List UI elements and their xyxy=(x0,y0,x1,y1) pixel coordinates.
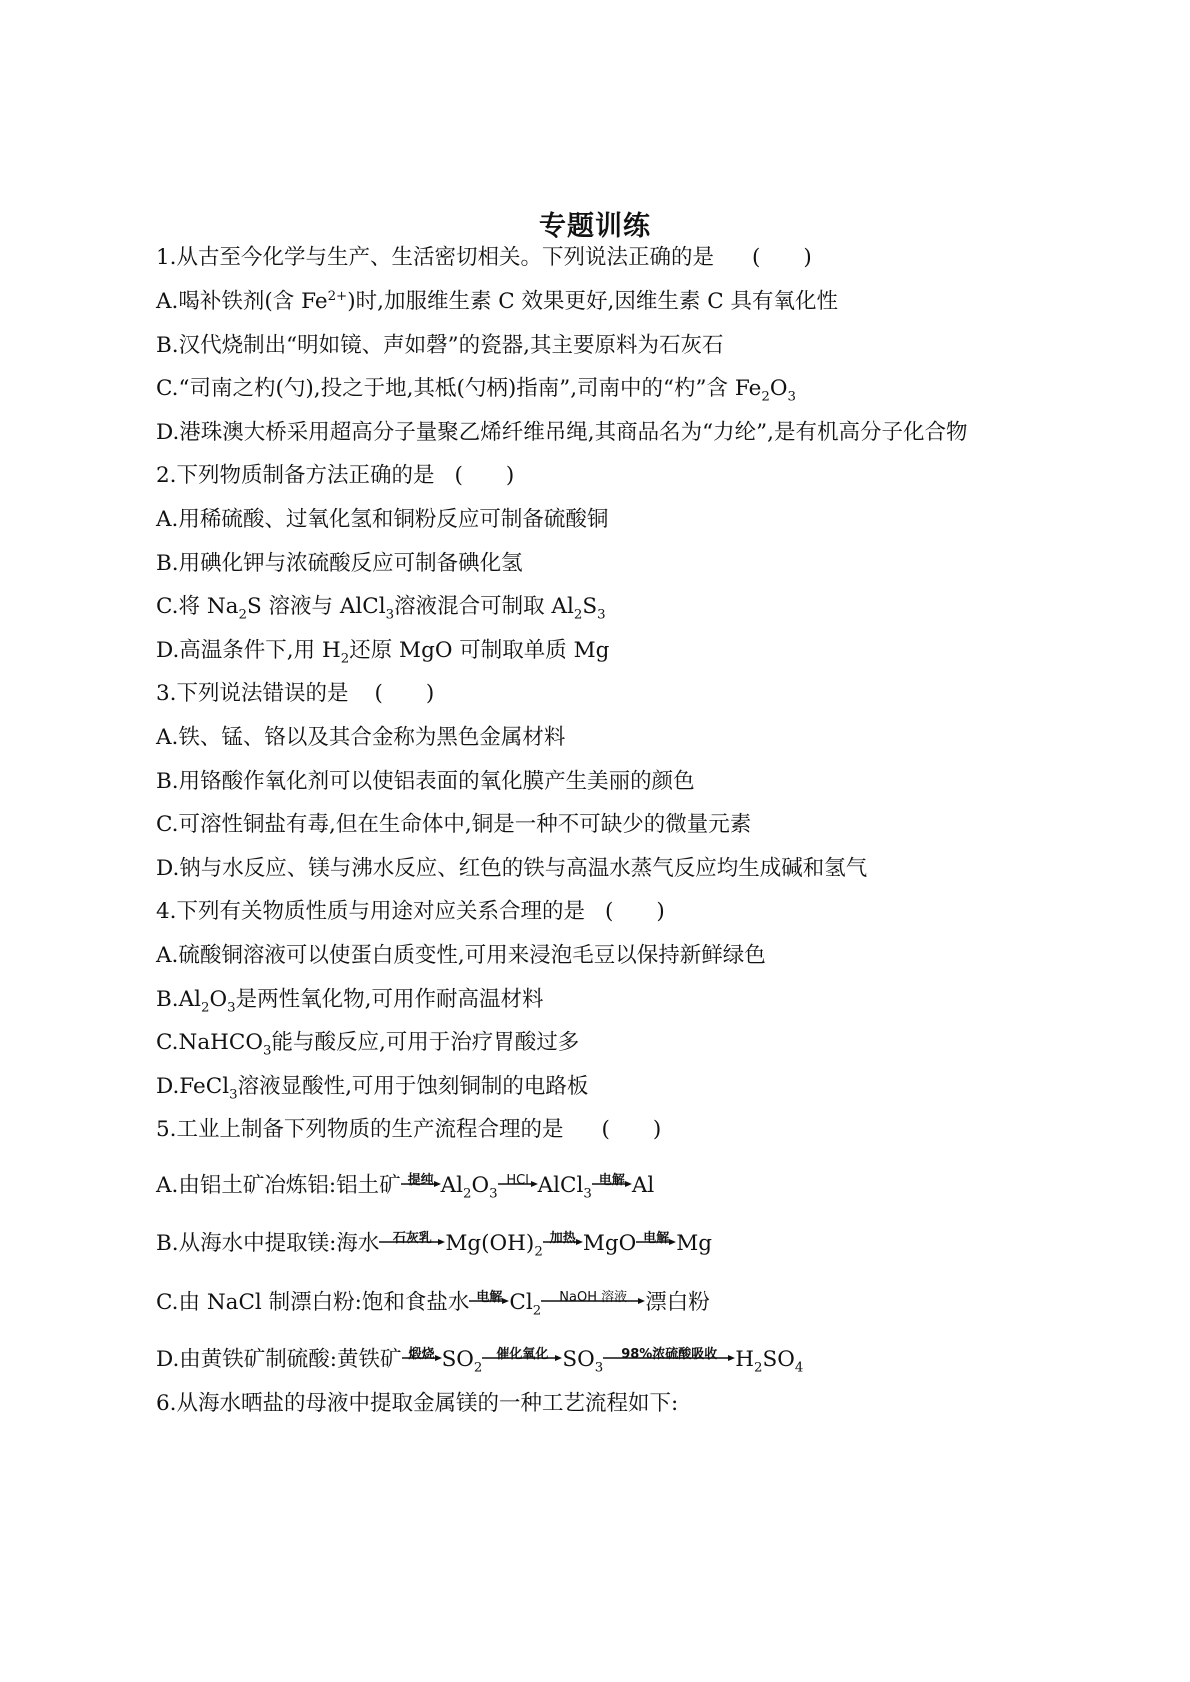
q3-option-c: C.可溶性铜盐有毒,但在生命体中,铜是一种不可缺少的微量元素 xyxy=(156,812,752,837)
subscript: 3 xyxy=(597,607,606,623)
q3-option-d: D.钠与水反应、镁与沸水反应、红色的铁与高温水蒸气反应均生成碱和氢气 xyxy=(156,856,868,881)
q5-option-a xyxy=(156,1171,654,1201)
option-text: S 溶液与 AlCl xyxy=(246,594,386,619)
option-text: C.NaHCO xyxy=(156,1030,263,1055)
option-text: 是两性氧化物,可用作耐高温材料 xyxy=(235,987,544,1012)
superscript: 2+ xyxy=(327,288,348,304)
answer-paren: ( ) xyxy=(605,899,665,924)
option-text: 能与酸反应,可用于治疗胃酸过多 xyxy=(271,1030,580,1055)
q1-option-b: B.汉代烧制出“明如镜、声如磬”的瓷器,其主要原料为石灰石 xyxy=(156,333,724,358)
reaction-arrow xyxy=(636,1229,676,1259)
stem-text: 5.工业上制备下列物质的生产流程合理的是 xyxy=(156,1117,564,1142)
page-title: 专题训练 xyxy=(539,211,651,242)
formula: SO xyxy=(441,1347,474,1372)
question-3-stem xyxy=(156,679,434,709)
arrow-label: 电解 xyxy=(643,1231,670,1246)
option-text: C.由 NaCl 制漂白粉:饱和食盐水 xyxy=(156,1290,470,1315)
arrow-label: 提纯 xyxy=(407,1173,434,1188)
stem-text: 3.下列说法错误的是 xyxy=(156,681,349,706)
subscript: 3 xyxy=(227,1000,236,1016)
q3-option-a: A.铁、锰、铬以及其合金称为黑色金属材料 xyxy=(156,725,566,750)
formula: SO xyxy=(762,1347,795,1372)
subscript: 2 xyxy=(754,1360,763,1376)
subscript: 2 xyxy=(761,389,770,405)
reaction-arrow xyxy=(498,1171,538,1201)
answer-paren: ( ) xyxy=(374,681,435,706)
arrow-label: 电解 xyxy=(598,1173,625,1188)
subscript: 3 xyxy=(385,607,395,623)
q4-option-b xyxy=(156,985,544,1015)
reaction-arrow xyxy=(543,1229,583,1259)
subscript: 3 xyxy=(229,1087,238,1103)
arrow-label: 电解 xyxy=(476,1290,503,1305)
subscript: 2 xyxy=(201,1000,210,1016)
subscript: 2 xyxy=(573,607,583,623)
subscript: 2 xyxy=(340,651,350,667)
option-text: D.FeCl xyxy=(156,1074,230,1099)
option-text: C.将 Na xyxy=(156,594,239,619)
option-text: O xyxy=(769,376,788,401)
formula: Cl xyxy=(509,1290,533,1315)
q1-option-d: D.港珠澳大桥采用超高分子量聚乙烯纤维吊绳,其商品名为“力纶”,是有机高分子化合物 xyxy=(156,420,968,445)
question-1-stem xyxy=(156,243,812,273)
arrow-label: HCl xyxy=(506,1173,529,1188)
subscript: 4 xyxy=(794,1360,804,1376)
option-text: B.从海水中提取镁:海水 xyxy=(156,1231,380,1256)
question-2-stem xyxy=(156,461,514,491)
formula: AlCl xyxy=(537,1173,584,1198)
arrow-label: 98%浓硫酸吸收 xyxy=(621,1347,718,1362)
formula: Mg xyxy=(676,1231,712,1256)
q5-option-c xyxy=(156,1288,710,1318)
q4-option-c xyxy=(156,1028,579,1058)
q5-option-d xyxy=(156,1345,803,1375)
option-text: 还原 MgO 可制取单质 Mg xyxy=(349,638,610,663)
option-text: )时,加服维生素 C 效果更好,因维生素 C 具有氧化性 xyxy=(347,289,839,314)
q2-option-a: A.用稀硫酸、过氧化氢和铜粉反应可制备硫酸铜 xyxy=(156,507,609,532)
formula: SO xyxy=(562,1347,595,1372)
option-text: O xyxy=(209,987,228,1012)
option-text: B.Al xyxy=(156,987,202,1012)
subscript: 3 xyxy=(787,389,796,405)
stem-text: 4.下列有关物质性质与用途对应关系合理的是 xyxy=(156,899,586,924)
reaction-arrow xyxy=(541,1288,645,1318)
subscript: 2 xyxy=(463,1186,472,1202)
arrow-label: 催化氧化 xyxy=(496,1347,549,1362)
q3-option-b: B.用铬酸作氧化剂可以使铝表面的氧化膜产生美丽的颜色 xyxy=(156,769,695,794)
arrow-label: 加热 xyxy=(549,1231,576,1246)
stem-text: 2.下列物质制备方法正确的是 xyxy=(156,463,435,488)
formula: Al xyxy=(440,1173,464,1198)
arrow-label: 石灰乳 xyxy=(392,1231,432,1246)
reaction-arrow xyxy=(379,1229,445,1259)
formula: MgO xyxy=(582,1231,637,1256)
formula: H xyxy=(735,1347,754,1372)
question-4-stem xyxy=(156,897,665,927)
q2-option-b: B.用碘化钾与浓硫酸反应可制备碘化氢 xyxy=(156,551,523,576)
reaction-arrow xyxy=(402,1345,442,1375)
q4-option-d xyxy=(156,1072,588,1102)
q1-option-a xyxy=(156,287,838,317)
subscript: 3 xyxy=(262,1043,272,1059)
option-text: D.高温条件下,用 H xyxy=(156,638,341,663)
subscript: 3 xyxy=(583,1186,592,1202)
subscript: 2 xyxy=(534,1244,543,1260)
reaction-arrow xyxy=(482,1345,562,1375)
question-6-stem: 6.从海水晒盐的母液中提取金属镁的一种工艺流程如下: xyxy=(156,1391,679,1416)
q2-option-c xyxy=(156,592,606,622)
subscript: 3 xyxy=(489,1186,498,1202)
arrow-label: NaOH 溶液 xyxy=(559,1290,628,1305)
reaction-arrow xyxy=(592,1171,632,1201)
option-text: 溶液混合可制取 Al xyxy=(394,594,574,619)
option-text: A.由铝土矿冶炼铝:铝土矿 xyxy=(156,1173,401,1198)
answer-paren: ( ) xyxy=(454,463,515,488)
answer-paren: ( ) xyxy=(752,245,812,270)
option-text: 溶液显酸性,可用于蚀刻铜制的电路板 xyxy=(237,1074,589,1099)
option-text: C.“司南之杓(勺),投之于地,其柢(勺柄)指南”,司南中的“杓”含 Fe xyxy=(156,376,762,401)
formula: 漂白粉 xyxy=(645,1290,710,1315)
subscript: 2 xyxy=(473,1360,483,1376)
question-5-stem xyxy=(156,1115,661,1145)
formula: Al xyxy=(631,1173,655,1198)
q1-option-c xyxy=(156,374,796,404)
q5-option-b xyxy=(156,1229,712,1259)
reaction-arrow xyxy=(401,1171,441,1201)
q2-option-d xyxy=(156,636,609,666)
subscript: 2 xyxy=(238,607,247,623)
option-text: S xyxy=(582,594,598,619)
formula: Mg(OH) xyxy=(445,1231,535,1256)
subscript: 3 xyxy=(594,1360,604,1376)
formula: O xyxy=(471,1173,490,1198)
q4-option-a: A.硫酸铜溶液可以使蛋白质变性,可用来浸泡毛豆以保持新鲜绿色 xyxy=(156,943,766,968)
answer-paren: ( ) xyxy=(601,1117,662,1142)
option-text: A.喝补铁剂(含 Fe xyxy=(156,289,328,314)
subscript: 2 xyxy=(532,1303,542,1319)
arrow-label: 煅烧 xyxy=(408,1347,435,1362)
reaction-arrow xyxy=(469,1288,509,1318)
stem-text: 1.从古至今化学与生产、生活密切相关。下列说法正确的是 xyxy=(156,245,715,270)
reaction-arrow xyxy=(603,1345,735,1375)
option-text: D.由黄铁矿制硫酸:黄铁矿 xyxy=(156,1347,402,1372)
